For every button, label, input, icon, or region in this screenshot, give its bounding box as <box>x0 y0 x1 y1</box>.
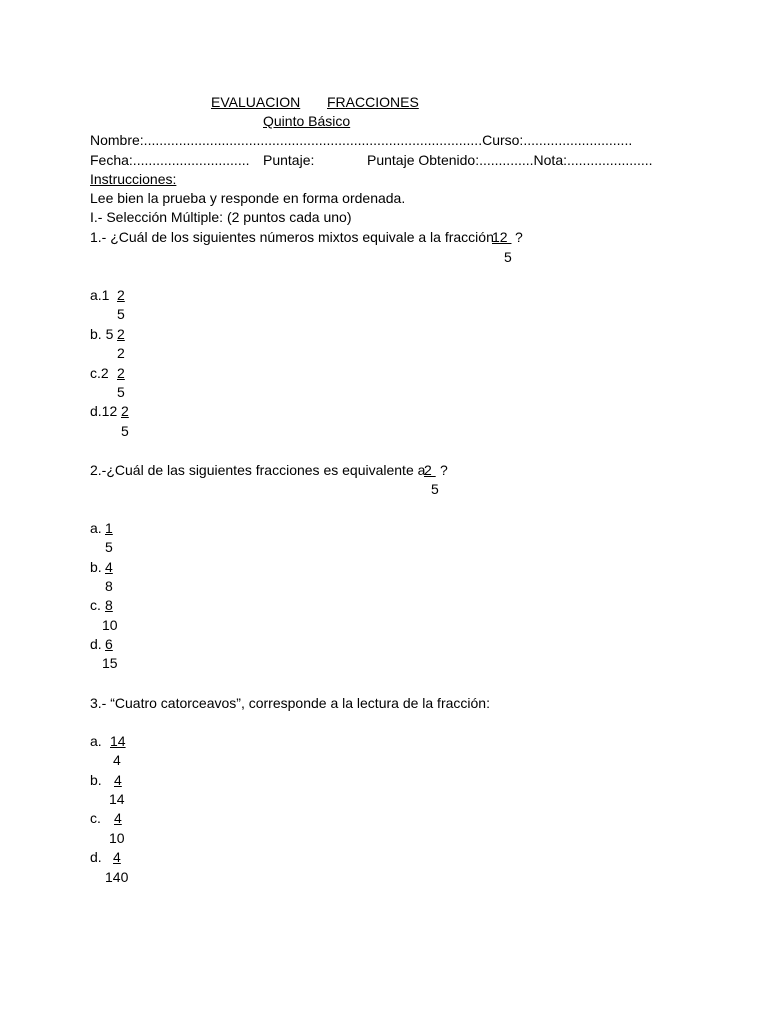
question-2-fraction-denominator: 5 <box>431 481 439 497</box>
instructions-text: Lee bien la prueba y responde en forma ordenada. <box>90 190 406 206</box>
q1-option-a-denominator: 5 <box>117 306 125 322</box>
title-evaluacion: EVALUACION <box>211 94 301 110</box>
question-1-text: 1.- ¿Cuál de los siguientes números mixtos equivale a la fracción <box>90 229 494 245</box>
q3-option-b-prefix: b. <box>90 772 102 788</box>
q1-option-d-numerator: 2 <box>121 403 129 419</box>
question-2-fraction-numerator: 2 <box>424 462 436 478</box>
fecha-field: Fecha:.............................. <box>90 152 250 168</box>
nombre-curso-line: Nombre:.......................................................................................Curso:............................ <box>90 132 633 148</box>
question-2-question-mark: ? <box>440 462 448 478</box>
q2-option-c-numerator: 8 <box>105 597 113 613</box>
question-1-fraction-numerator: 12 <box>492 229 512 245</box>
q2-option-a-prefix: a. <box>90 520 106 536</box>
q1-option-d-denominator: 5 <box>121 423 129 439</box>
q2-option-c-prefix: c. <box>90 597 105 613</box>
q3-option-a-denominator: 4 <box>113 752 121 768</box>
q1-option-a-numerator: 2 <box>117 287 125 303</box>
q1-option-b-numerator: 2 <box>117 326 125 342</box>
puntaje-field: Puntaje: <box>263 152 315 168</box>
q3-option-d-denominator: 140 <box>105 869 129 885</box>
title-fracciones: FRACCIONES <box>327 94 419 110</box>
q3-option-c-denominator: 10 <box>109 830 125 846</box>
q3-option-a-numerator: 14 <box>110 733 126 749</box>
q1-option-d-prefix: d.12 <box>90 403 122 419</box>
q3-option-c-numerator: 4 <box>114 810 122 826</box>
q1-option-c-numerator: 2 <box>117 365 125 381</box>
q2-option-d-denominator: 15 <box>102 655 118 671</box>
question-1-fraction-denominator: 5 <box>504 249 512 265</box>
q2-option-a-denominator: 5 <box>105 539 113 555</box>
q1-option-c-prefix: c.2 <box>90 365 113 381</box>
q2-option-c-denominator: 10 <box>102 617 118 633</box>
q2-option-b-prefix: b. <box>90 559 106 575</box>
q3-option-d-prefix: d. <box>90 849 102 865</box>
q2-option-d-numerator: 6 <box>105 636 113 652</box>
puntaje-obtenido-nota-field: Puntaje Obtenido:..............Nota:...................... <box>367 152 653 168</box>
section-heading: I.- Selección Múltiple: (2 puntos cada uno) <box>90 209 352 225</box>
question-1-question-mark: ? <box>515 229 523 245</box>
q2-option-d-prefix: d. <box>90 636 106 652</box>
question-3-text: 3.- “Cuatro catorceavos”, corresponde a la lectura de la fracción: <box>90 695 490 711</box>
q1-option-b-denominator: 2 <box>117 345 125 361</box>
q1-option-a-prefix: a.1 <box>90 287 114 303</box>
q2-option-b-numerator: 4 <box>105 559 113 575</box>
q1-option-b-prefix: b. 5 <box>90 326 118 342</box>
question-2-text: 2.-¿Cuál de las siguientes fracciones es equivalente a <box>90 462 426 478</box>
q3-option-a-prefix: a. <box>90 733 102 749</box>
q3-option-b-numerator: 4 <box>114 772 122 788</box>
instructions-heading: Instrucciones: <box>90 171 177 187</box>
q3-option-c-prefix: c. <box>90 810 101 826</box>
q2-option-a-numerator: 1 <box>105 520 113 536</box>
subtitle: Quinto Básico <box>263 113 351 129</box>
q3-option-b-denominator: 14 <box>109 791 125 807</box>
q1-option-c-denominator: 5 <box>117 384 125 400</box>
q3-option-d-numerator: 4 <box>113 849 121 865</box>
q2-option-b-denominator: 8 <box>105 578 113 594</box>
